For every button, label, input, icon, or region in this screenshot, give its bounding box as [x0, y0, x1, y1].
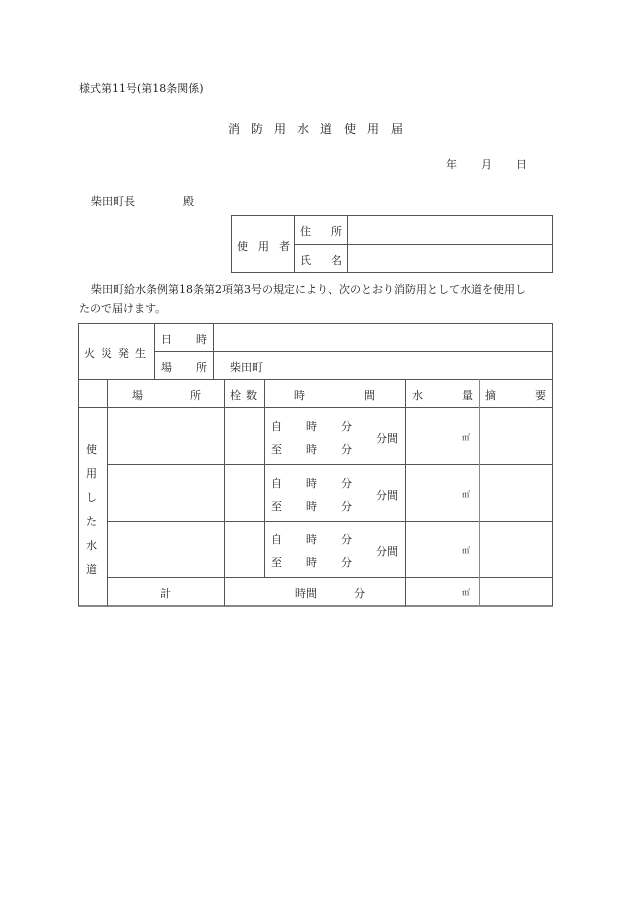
- from-minute-label[interactable]: 分: [341, 533, 352, 546]
- to-hour-label[interactable]: 時: [306, 443, 317, 456]
- title-char: 消: [228, 122, 241, 136]
- from-hour-label[interactable]: 時: [306, 420, 317, 433]
- user-label-char: 者: [279, 240, 290, 253]
- body-text-line-2: たので届けます。: [79, 302, 167, 315]
- header-hydrants-char: 数: [246, 389, 257, 402]
- header-remarks-char: 摘: [485, 389, 496, 402]
- row-place-field[interactable]: [108, 408, 224, 464]
- title-char: 水: [297, 122, 310, 136]
- header-water-char: 水: [412, 389, 423, 402]
- from-minute-label[interactable]: 分: [341, 477, 352, 490]
- side-label-char: 水: [86, 539, 97, 552]
- address-label-char: 所: [331, 225, 342, 238]
- side-label-char: し: [86, 491, 97, 504]
- fire-label-char: 災: [101, 347, 112, 360]
- date-month[interactable]: 月: [481, 158, 492, 171]
- addressee-name: 柴田町長: [91, 195, 135, 208]
- name-label-char: 氏: [300, 254, 311, 267]
- title-char: 用: [367, 122, 380, 136]
- row-hydrants-field[interactable]: [225, 408, 264, 464]
- total-remarks-field[interactable]: [480, 578, 552, 605]
- body-text-line-1: 柴田町給水条例第18条第2項第3号の規定により、次のとおり消防用として水道を使用し: [91, 283, 526, 296]
- addressee-honorific: 殿: [183, 195, 194, 208]
- duration-label[interactable]: 分間: [376, 489, 398, 502]
- cubic-meter-unit: ㎥: [462, 490, 470, 499]
- total-minutes-label[interactable]: 分: [354, 587, 365, 600]
- to-hour-label[interactable]: 時: [306, 556, 317, 569]
- row-hydrants-field[interactable]: [225, 522, 264, 577]
- header-place-char: 所: [190, 389, 201, 402]
- total-hours-label[interactable]: 時間: [295, 587, 317, 600]
- to-label: 至: [271, 556, 282, 569]
- row-place-field[interactable]: [108, 522, 224, 577]
- cubic-meter-unit: ㎥: [462, 588, 470, 597]
- side-label-char: 道: [86, 563, 97, 576]
- from-minute-label[interactable]: 分: [341, 420, 352, 433]
- row-hydrants-field[interactable]: [225, 465, 264, 521]
- user-label-char: 使: [237, 240, 248, 253]
- name-field[interactable]: [348, 245, 552, 272]
- header-remarks-char: 要: [535, 389, 546, 402]
- fire-datetime-label-char: 時: [196, 333, 207, 346]
- from-hour-label[interactable]: 時: [306, 533, 317, 546]
- to-label: 至: [271, 443, 282, 456]
- header-hydrants-char: 栓: [230, 389, 241, 402]
- fire-place-label-char: 場: [161, 361, 172, 374]
- date-day[interactable]: 日: [516, 158, 527, 171]
- header-water-char: 量: [462, 389, 473, 402]
- fire-place-label-char: 所: [196, 361, 207, 374]
- row-remarks-field[interactable]: [480, 522, 552, 577]
- duration-label[interactable]: 分間: [376, 545, 398, 558]
- fire-label-char: 生: [135, 347, 146, 360]
- title-char: 道: [320, 122, 333, 136]
- fire-datetime-label-char: 日: [161, 333, 172, 346]
- from-label: 自: [271, 477, 282, 490]
- row-remarks-field[interactable]: [480, 408, 552, 464]
- cubic-meter-unit: ㎥: [462, 433, 470, 442]
- from-label: 自: [271, 533, 282, 546]
- address-field[interactable]: [348, 216, 552, 244]
- fire-label-char: 発: [118, 347, 129, 360]
- to-hour-label[interactable]: 時: [306, 500, 317, 513]
- date-year[interactable]: 年: [446, 158, 457, 171]
- to-minute-label[interactable]: 分: [341, 443, 352, 456]
- from-label: 自: [271, 420, 282, 433]
- header-place-char: 場: [132, 389, 143, 402]
- to-label: 至: [271, 500, 282, 513]
- address-label-char: 住: [300, 225, 311, 238]
- header-time-char: 時: [294, 389, 305, 402]
- title-char: 防: [251, 122, 264, 136]
- total-label: 計: [160, 587, 171, 600]
- title-char: 用: [274, 122, 287, 136]
- fire-place-field[interactable]: 柴田町: [230, 361, 263, 374]
- cubic-meter-unit: ㎥: [462, 546, 470, 555]
- from-hour-label[interactable]: 時: [306, 477, 317, 490]
- form-number: 様式第11号(第18条関係): [79, 82, 204, 95]
- side-label-char: 用: [86, 467, 97, 480]
- side-label-char: た: [86, 515, 97, 528]
- header-time-char: 間: [364, 389, 375, 402]
- row-place-field[interactable]: [108, 465, 224, 521]
- to-minute-label[interactable]: 分: [341, 556, 352, 569]
- side-label-char: 使: [86, 443, 97, 456]
- fire-label-char: 火: [84, 347, 95, 360]
- to-minute-label[interactable]: 分: [341, 500, 352, 513]
- title-char: 使: [344, 122, 357, 136]
- name-label-char: 名: [331, 254, 342, 267]
- row-remarks-field[interactable]: [480, 465, 552, 521]
- duration-label[interactable]: 分間: [376, 432, 398, 445]
- user-label-char: 用: [258, 240, 269, 253]
- fire-datetime-field[interactable]: [214, 324, 552, 351]
- title-char: 届: [391, 122, 404, 136]
